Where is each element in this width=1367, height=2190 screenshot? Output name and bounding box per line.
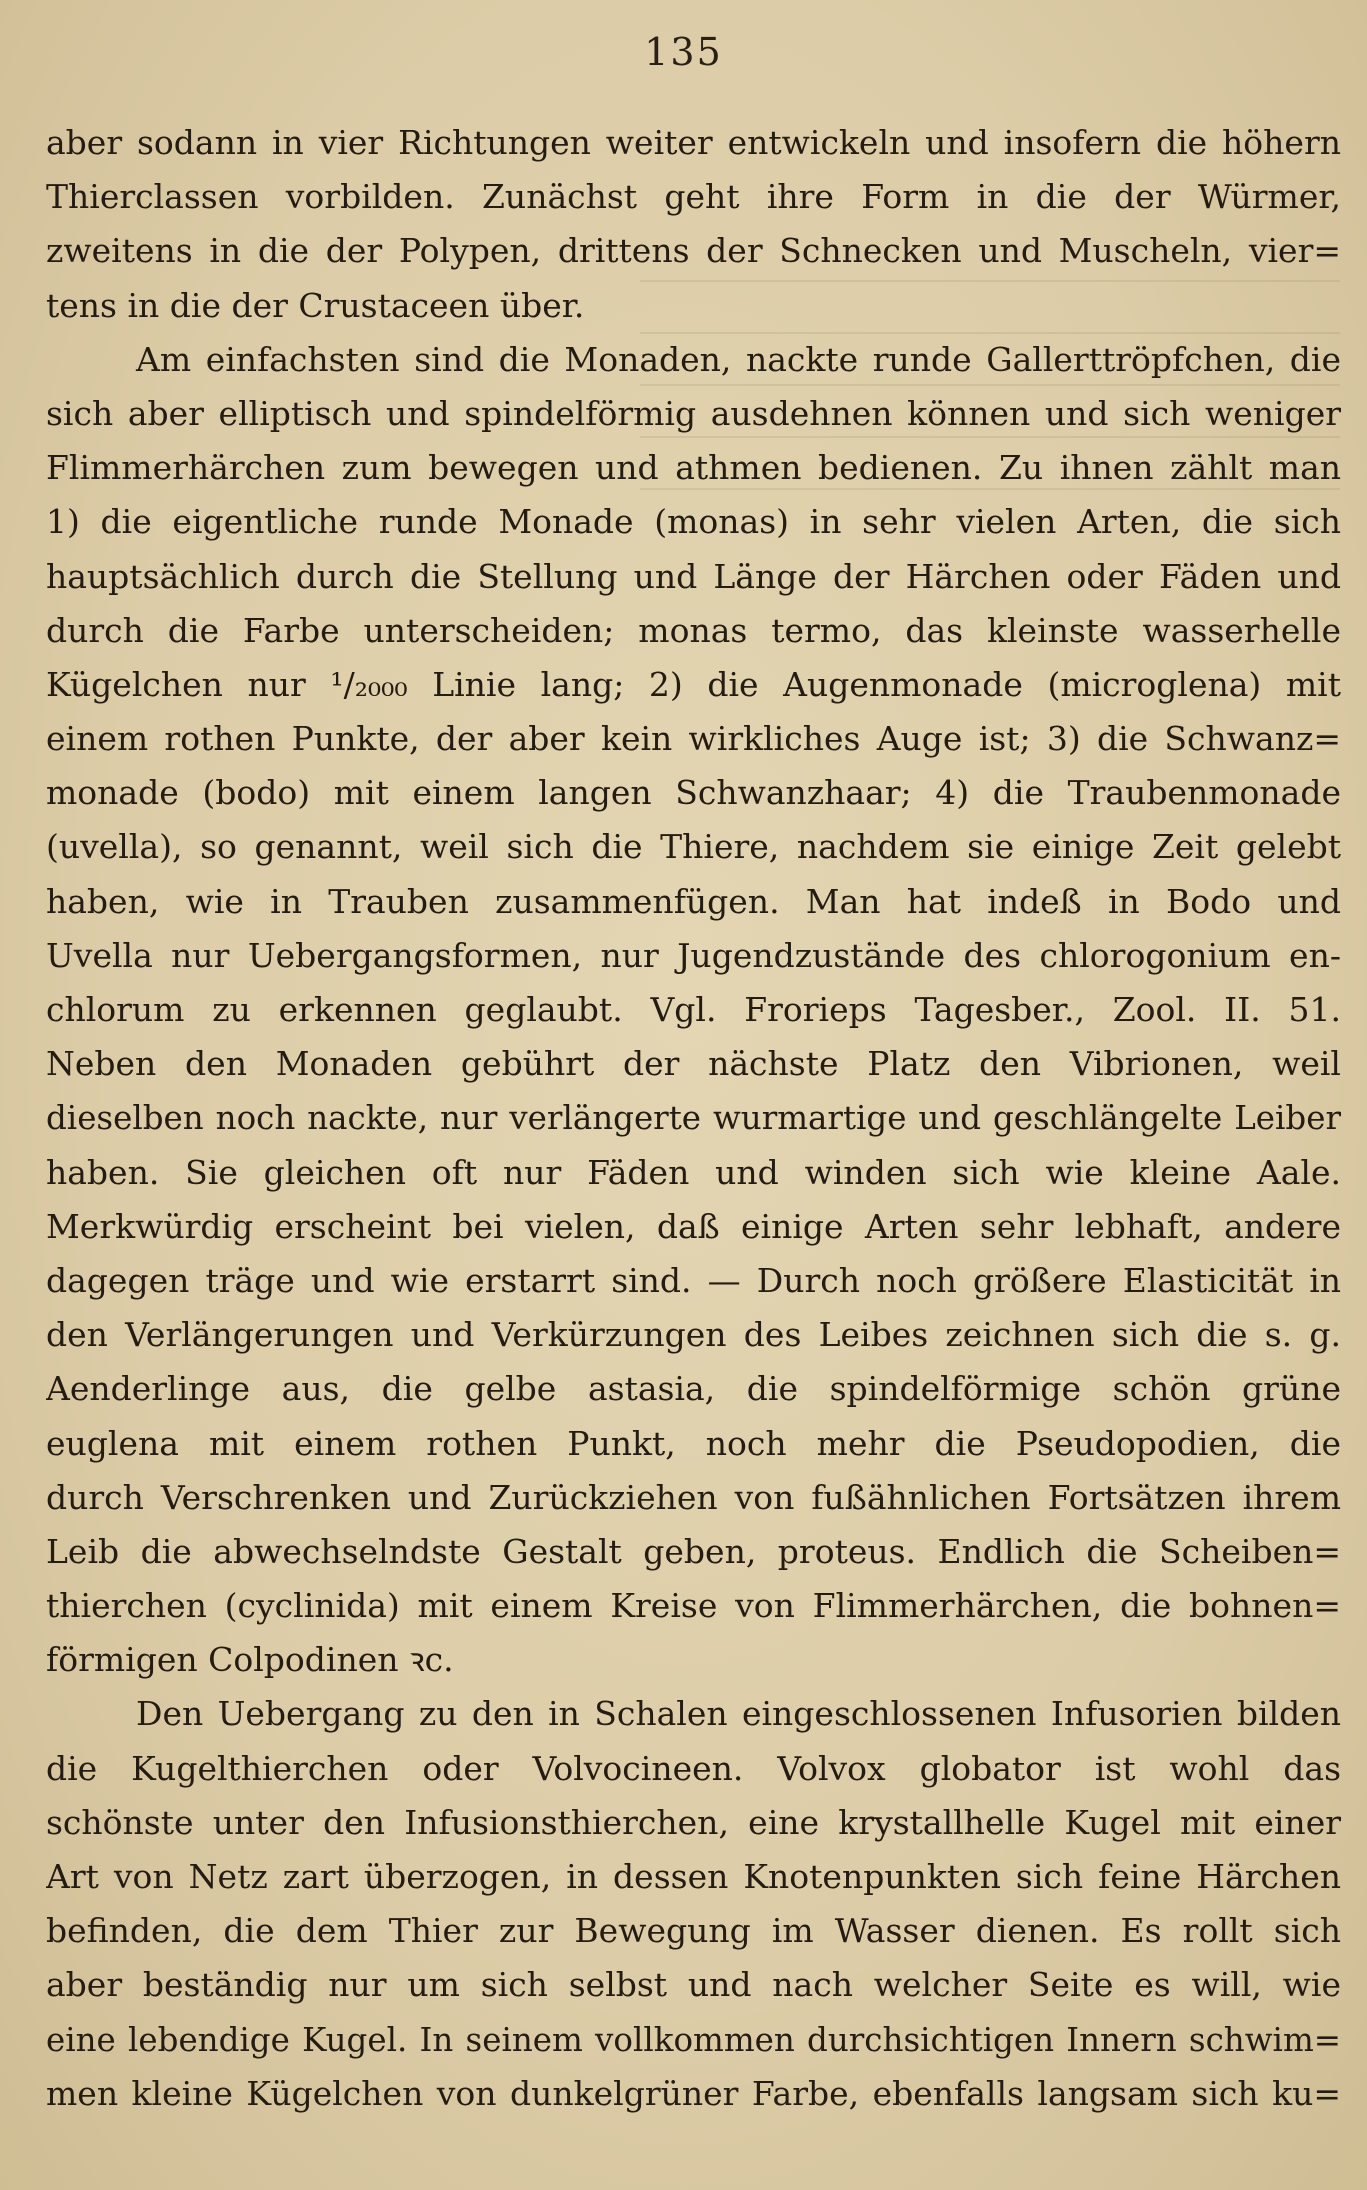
text-line: die Kugelthierchen oder Volvocineen. Volvox globator ist wohl das (46, 1748, 1341, 1788)
text-line: aber sodann in vier Richtungen weiter entwickeln und insofern die höhern (46, 123, 1341, 162)
text-line: durch die Farbe unterscheiden; monas termo, das kleinste wasserhelle (46, 610, 1341, 650)
text-line: thierchen (cyclinida) mit einem Kreise von Flimmerhärchen, die bohnen= (46, 1586, 1341, 1626)
text-line: Merkwürdig erscheint bei vielen, daß einige Arten sehr lebhaft, andere (46, 1206, 1341, 1246)
text-line: (uvella), so genannt, weil sich die Thiere, nachdem sie einige Zeit gelebt (46, 827, 1341, 867)
text-line: haben. Sie gleichen oft nur Fäden und winden sich wie kleine Aale. (46, 1152, 1341, 1192)
text-line: durch Verschrenken und Zurückziehen von fußähnlichen Fortsätzen ihrem (46, 1477, 1341, 1517)
text-line: Uvella nur Uebergangsformen, nur Jugendzustände des chlorogonium en- (46, 935, 1341, 975)
text-line: Am einfachsten sind die Monaden, nackte runde Gallerttröpfchen, die (136, 339, 1341, 379)
text-line: hauptsächlich durch die Stellung und Länge der Härchen oder Fäden und (46, 556, 1341, 596)
text-line: Den Uebergang zu den in Schalen eingeschlossenen Infusorien bilden (136, 1694, 1341, 1734)
text-line: chlorum zu erkennen geglaubt. Vgl. Frorieps Tagesber., Zool. II. 51. (46, 990, 1341, 1029)
body-text (46, 116, 1341, 2121)
text-line: sich aber elliptisch und spindelförmig ausdehnen können und sich weniger (46, 393, 1341, 433)
text-line: den Verlängerungen und Verkürzungen des Leibes zeichnen sich die s. g. (46, 1315, 1341, 1355)
text-line: förmigen Colpodinen ꝛc. (46, 1640, 454, 1680)
text-line: haben, wie in Trauben zusammenfügen. Man hat indeß in Bodo und (46, 881, 1341, 921)
text-line: 1) die eigentliche runde Monade (monas) in sehr vielen Arten, die sich (46, 502, 1341, 542)
text-line: dagegen träge und wie erstarrt sind. — Durch noch größere Elasticität in (46, 1260, 1341, 1300)
text-line: euglena mit einem rothen Punkt, noch mehr die Pseudopodien, die (46, 1423, 1341, 1463)
text-line: Leib die abwechselndste Gestalt geben, proteus. Endlich die Scheiben= (46, 1531, 1341, 1571)
text-line: Art von Netz zart überzogen, in dessen Knotenpunkten sich feine Härchen (46, 1857, 1341, 1896)
text-line: Aenderlinge aus, die gelbe astasia, die spindelförmige schön grüne (46, 1369, 1341, 1409)
text-line: Neben den Monaden gebührt der nächste Platz den Vibrionen, weil (46, 1044, 1341, 1084)
text-line: dieselben noch nackte, nur verlängerte wurmartige und geschlängelte Leiber (46, 1099, 1341, 1138)
text-line: Kügelchen nur ¹/₂₀₀₀ Linie lang; 2) die Augenmonade (microglena) mit (46, 664, 1341, 704)
text-line: zweitens in die der Polypen, drittens der Schnecken und Muscheln, vier= (46, 231, 1341, 271)
text-line: aber beständig nur um sich selbst und nach welcher Seite es will, wie (46, 1965, 1341, 2005)
text-line: eine lebendige Kugel. In seinem vollkommen durchsichtigen Innern schwim= (46, 2020, 1341, 2059)
text-line: Thierclassen vorbilden. Zunächst geht ihre Form in die der Würmer, (46, 177, 1341, 217)
text-line: men kleine Kügelchen von dunkelgrüner Farbe, ebenfalls langsam sich ku= (46, 2073, 1341, 2113)
text-line: befinden, die dem Thier zur Bewegung im Wasser dienen. Es rollt sich (46, 1911, 1341, 1951)
text-line: tens in die der Crustaceen über. (46, 285, 585, 325)
text-line: monade (bodo) mit einem langen Schwanzhaar; 4) die Traubenmonade (46, 773, 1341, 813)
text-line: Flimmerhärchen zum bewegen und athmen bedienen. Zu ihnen zählt man (46, 448, 1341, 488)
text-line: einem rothen Punkte, der aber kein wirkliches Auge ist; 3) die Schwanz= (46, 719, 1341, 759)
page-number: 135 (644, 30, 723, 74)
text-line: schönste unter den Infusionsthierchen, eine krystallhelle Kugel mit einer (46, 1802, 1341, 1842)
